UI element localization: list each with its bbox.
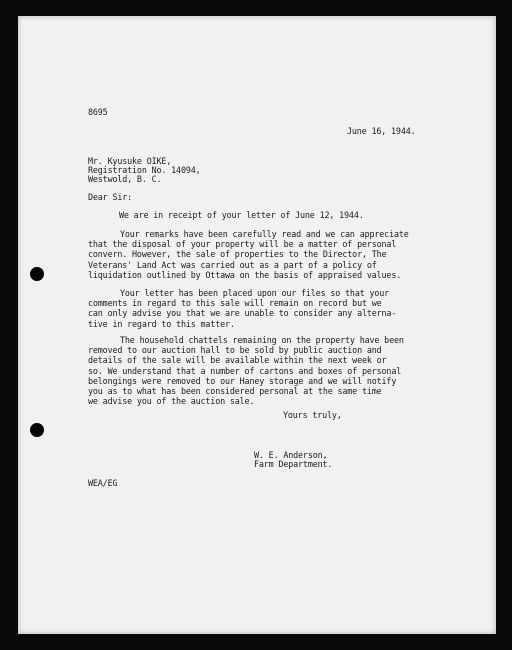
punch-hole-top (30, 267, 44, 281)
file-number: 8695 (88, 107, 108, 117)
paragraph-line: comments in regard to this sale will remain on record but we (88, 298, 382, 309)
paragraph-line: Your remarks have been carefully read and we can appreciate (120, 229, 409, 239)
paragraph-line: removed to our auction hall to be sold by public auction and (88, 345, 382, 356)
paragraph-line: you as to what has been considered personal at the same time (88, 386, 382, 397)
paragraph-line: convern. However, the sale of properties to the Director, The (88, 249, 387, 260)
paragraph-4 (88, 335, 404, 406)
typist-initials: WEA/EG (88, 478, 118, 488)
paragraph-line: can only advise you that we are unable to consider any alterna- (88, 308, 397, 319)
paragraph-line: we advise you of the auction sale. (88, 396, 255, 407)
signatory-name: W. E. Anderson, (254, 450, 328, 460)
paragraph-line: The household chattels remaining on the property have been (120, 335, 404, 345)
paragraph-line: Veterans' Land Act was carried out as a part of a policy of (88, 259, 377, 270)
paragraph-line: that the disposal of your property will be a matter of personal (88, 239, 397, 250)
letter-date: June 16, 1944. (347, 126, 416, 136)
recipient-registration: Registration No. 14094, (88, 165, 201, 175)
paragraph-line: Your letter has been placed upon our files so that your (120, 288, 390, 298)
signatory-department: Farm Department. (254, 459, 333, 469)
paragraph-2 (88, 229, 409, 280)
paragraph-line: tive in regard to this matter. (88, 318, 235, 329)
recipient-name: Mr. Kyusuke OIKE, (88, 156, 172, 166)
closing: Yours truly, (283, 410, 342, 420)
paragraph-line: We are in receipt of your letter of June 12, 1944. (119, 210, 364, 220)
recipient-address: Westwold, B. C. (88, 174, 162, 184)
paragraph-line: so. We understand that a number of cartons and boxes of personal (88, 365, 402, 376)
paragraph-1 (119, 210, 364, 220)
salutation: Dear Sir: (88, 192, 133, 202)
paragraph-3 (88, 288, 396, 329)
paragraph-line: belongings were removed to our Haney storage and we will notify (88, 375, 397, 386)
paragraph-line: liquidation outlined by Ottawa on the basis of appraised values. (88, 269, 402, 280)
punch-hole-bottom (30, 423, 44, 437)
paragraph-line: details of the sale will be available within the next week or (88, 355, 387, 366)
